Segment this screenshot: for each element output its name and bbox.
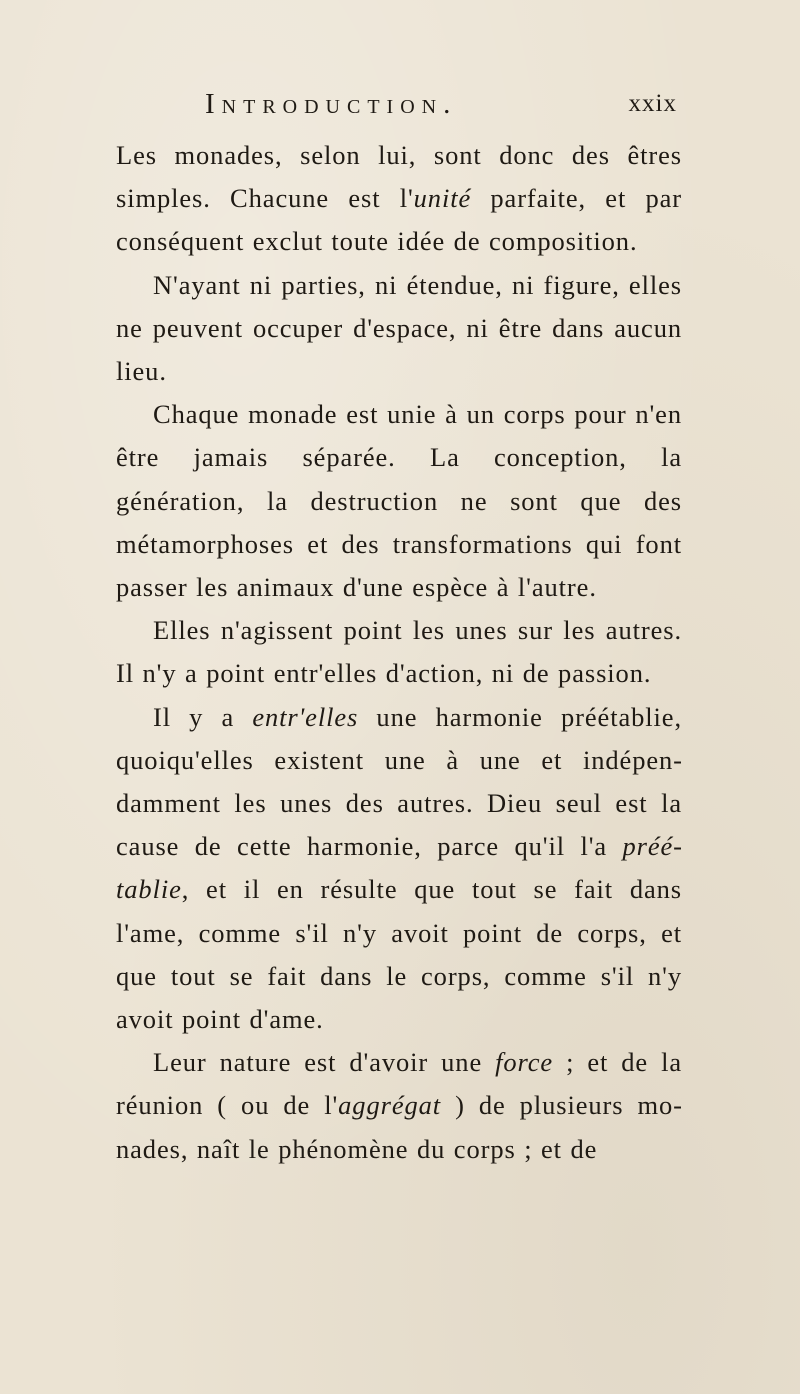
paragraph xyxy=(116,609,682,695)
text-run: Leur nature est d'avoir une xyxy=(153,1047,496,1078)
text-run: ) de plusieurs monades, naît le phénomène du corps ; et de xyxy=(116,1090,682,1164)
paragraph xyxy=(116,696,682,1042)
page-number: xxix xyxy=(628,90,677,117)
italic-phrase: préétablie xyxy=(116,831,682,905)
text-run: Il y a xyxy=(153,701,253,732)
paragraph xyxy=(116,264,682,394)
italic-phrase: force xyxy=(495,1047,554,1078)
italic-phrase: unité xyxy=(413,183,472,214)
body-text xyxy=(116,134,682,1171)
page-header xyxy=(205,84,677,124)
text-run: ; et de la réunion ( ou de l' xyxy=(116,1047,682,1121)
running-title: Introduction. xyxy=(205,88,458,120)
paragraph xyxy=(116,393,682,609)
text-run: parfaite, et par conséquent exclut toute idée de composition. xyxy=(116,183,682,257)
paragraph xyxy=(116,1041,682,1171)
text-run: une harmonie préétablie, quoiqu'elles existent une à une et indépendamment les unes des autres. Dieu seul est la cause de cette harmonie, parce qu'il l'a xyxy=(116,701,682,862)
text-run: Elles n'agissent point les unes sur les autres. Il n'y a point entr'elles d'action, ni de passion. xyxy=(116,615,682,689)
text-run: Chaque monade est unie à un corps pour n'en être jamais séparée. La conception, la génération, la destruction ne sont que des métamorphoses et des transformations qui font passer les animaux d'une espèce à l'autre. xyxy=(116,399,682,603)
paragraph xyxy=(116,134,682,264)
italic-phrase: aggrégat xyxy=(338,1090,442,1121)
italic-phrase: entr'elles xyxy=(252,701,359,732)
text-run: N'ayant ni parties, ni étendue, ni figure, elles ne peuvent occuper d'espace, ni être dans aucun lieu. xyxy=(116,269,682,387)
text-run: Les monades, selon lui, sont donc des êtres simples. Chacune est l' xyxy=(116,140,682,214)
text-run: , et il en résulte que tout se fait dans l'ame, comme s'il n'y avoit point de corps, et que tout se fait dans le corps, comme s'il n'y avoit point d'ame. xyxy=(116,874,682,1035)
